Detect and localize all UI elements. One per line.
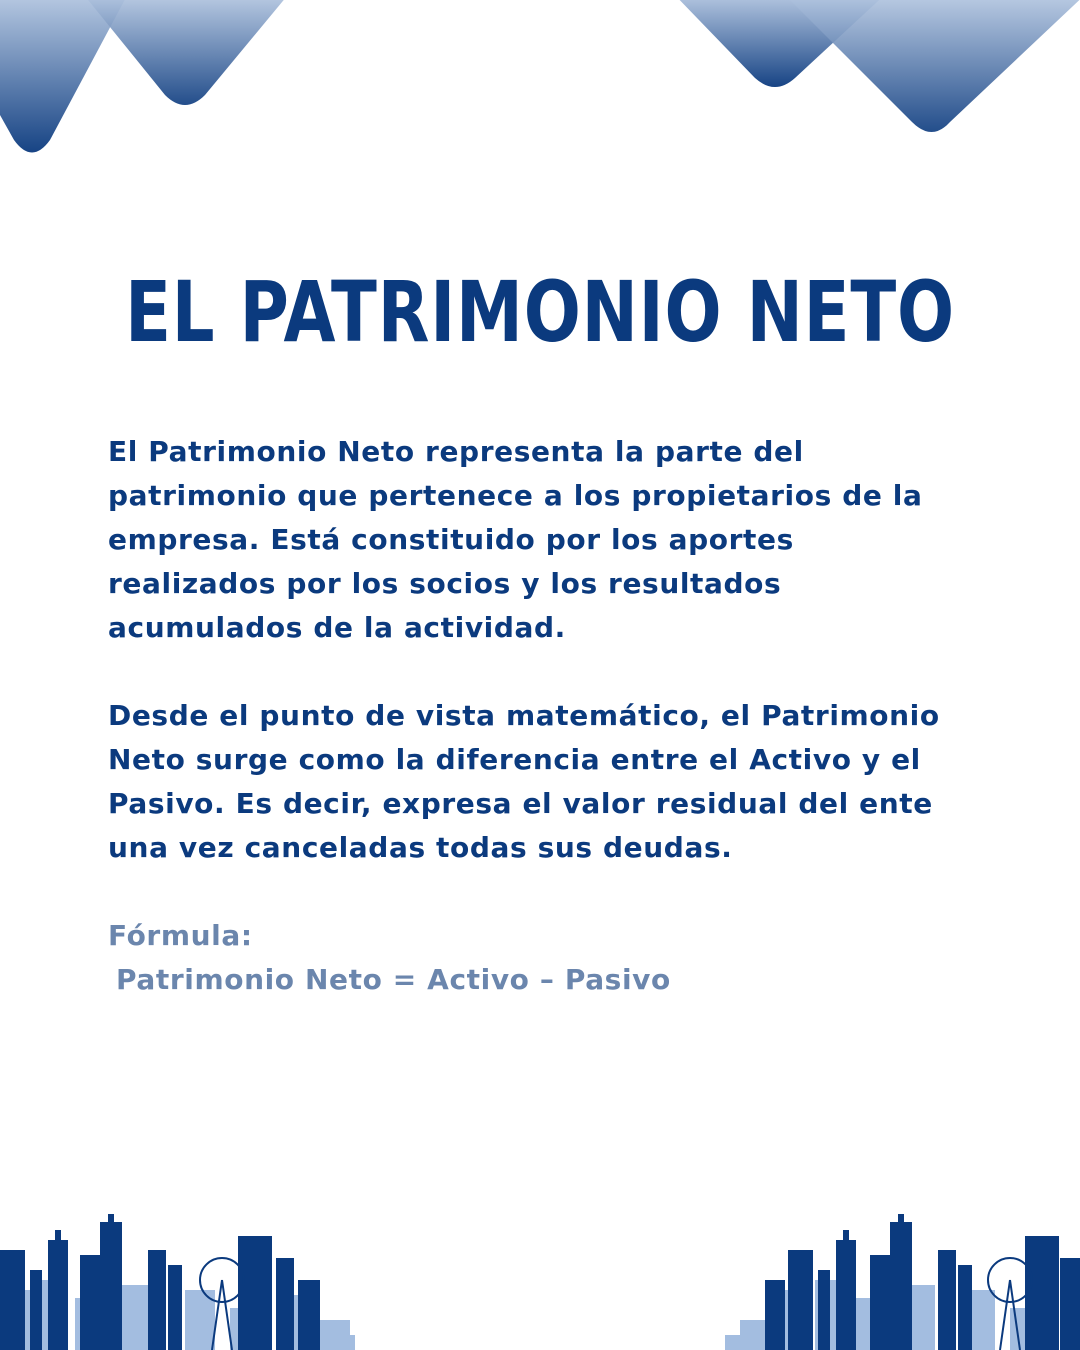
formula-expression: Patrimonio Neto = Activo – Pasivo xyxy=(116,963,671,996)
paragraph-line: una vez canceladas todas sus deudas. xyxy=(108,831,733,864)
paragraph-math-view xyxy=(108,694,1028,870)
paragraph-line: acumulados de la actividad. xyxy=(108,611,566,644)
page-title: EL PATRIMONIO NETO xyxy=(125,263,955,361)
paragraph-line: patrimonio que pertenece a los propietarios de la xyxy=(108,479,923,512)
paragraph-line: Desde el punto de vista matemático, el Patrimonio xyxy=(108,699,940,732)
city-skyline-icon xyxy=(720,1210,1080,1350)
city-skyline-icon xyxy=(0,1210,360,1350)
paragraph-line: El Patrimonio Neto representa la parte del xyxy=(108,435,804,468)
paragraph-line: empresa. Está constituido por los aportes xyxy=(108,523,794,556)
top-left-chevron-decoration xyxy=(0,0,300,160)
paragraph-line: Neto surge como la diferencia entre el Activo y el xyxy=(108,743,921,776)
paragraph-line: realizados por los socios y los resultados xyxy=(108,567,782,600)
top-right-chevron-decoration xyxy=(670,0,1080,150)
paragraph-definition xyxy=(108,430,1028,650)
paragraph-line: Pasivo. Es decir, expresa el valor residual del ente xyxy=(108,787,933,820)
formula-label: Fórmula: xyxy=(108,919,253,952)
